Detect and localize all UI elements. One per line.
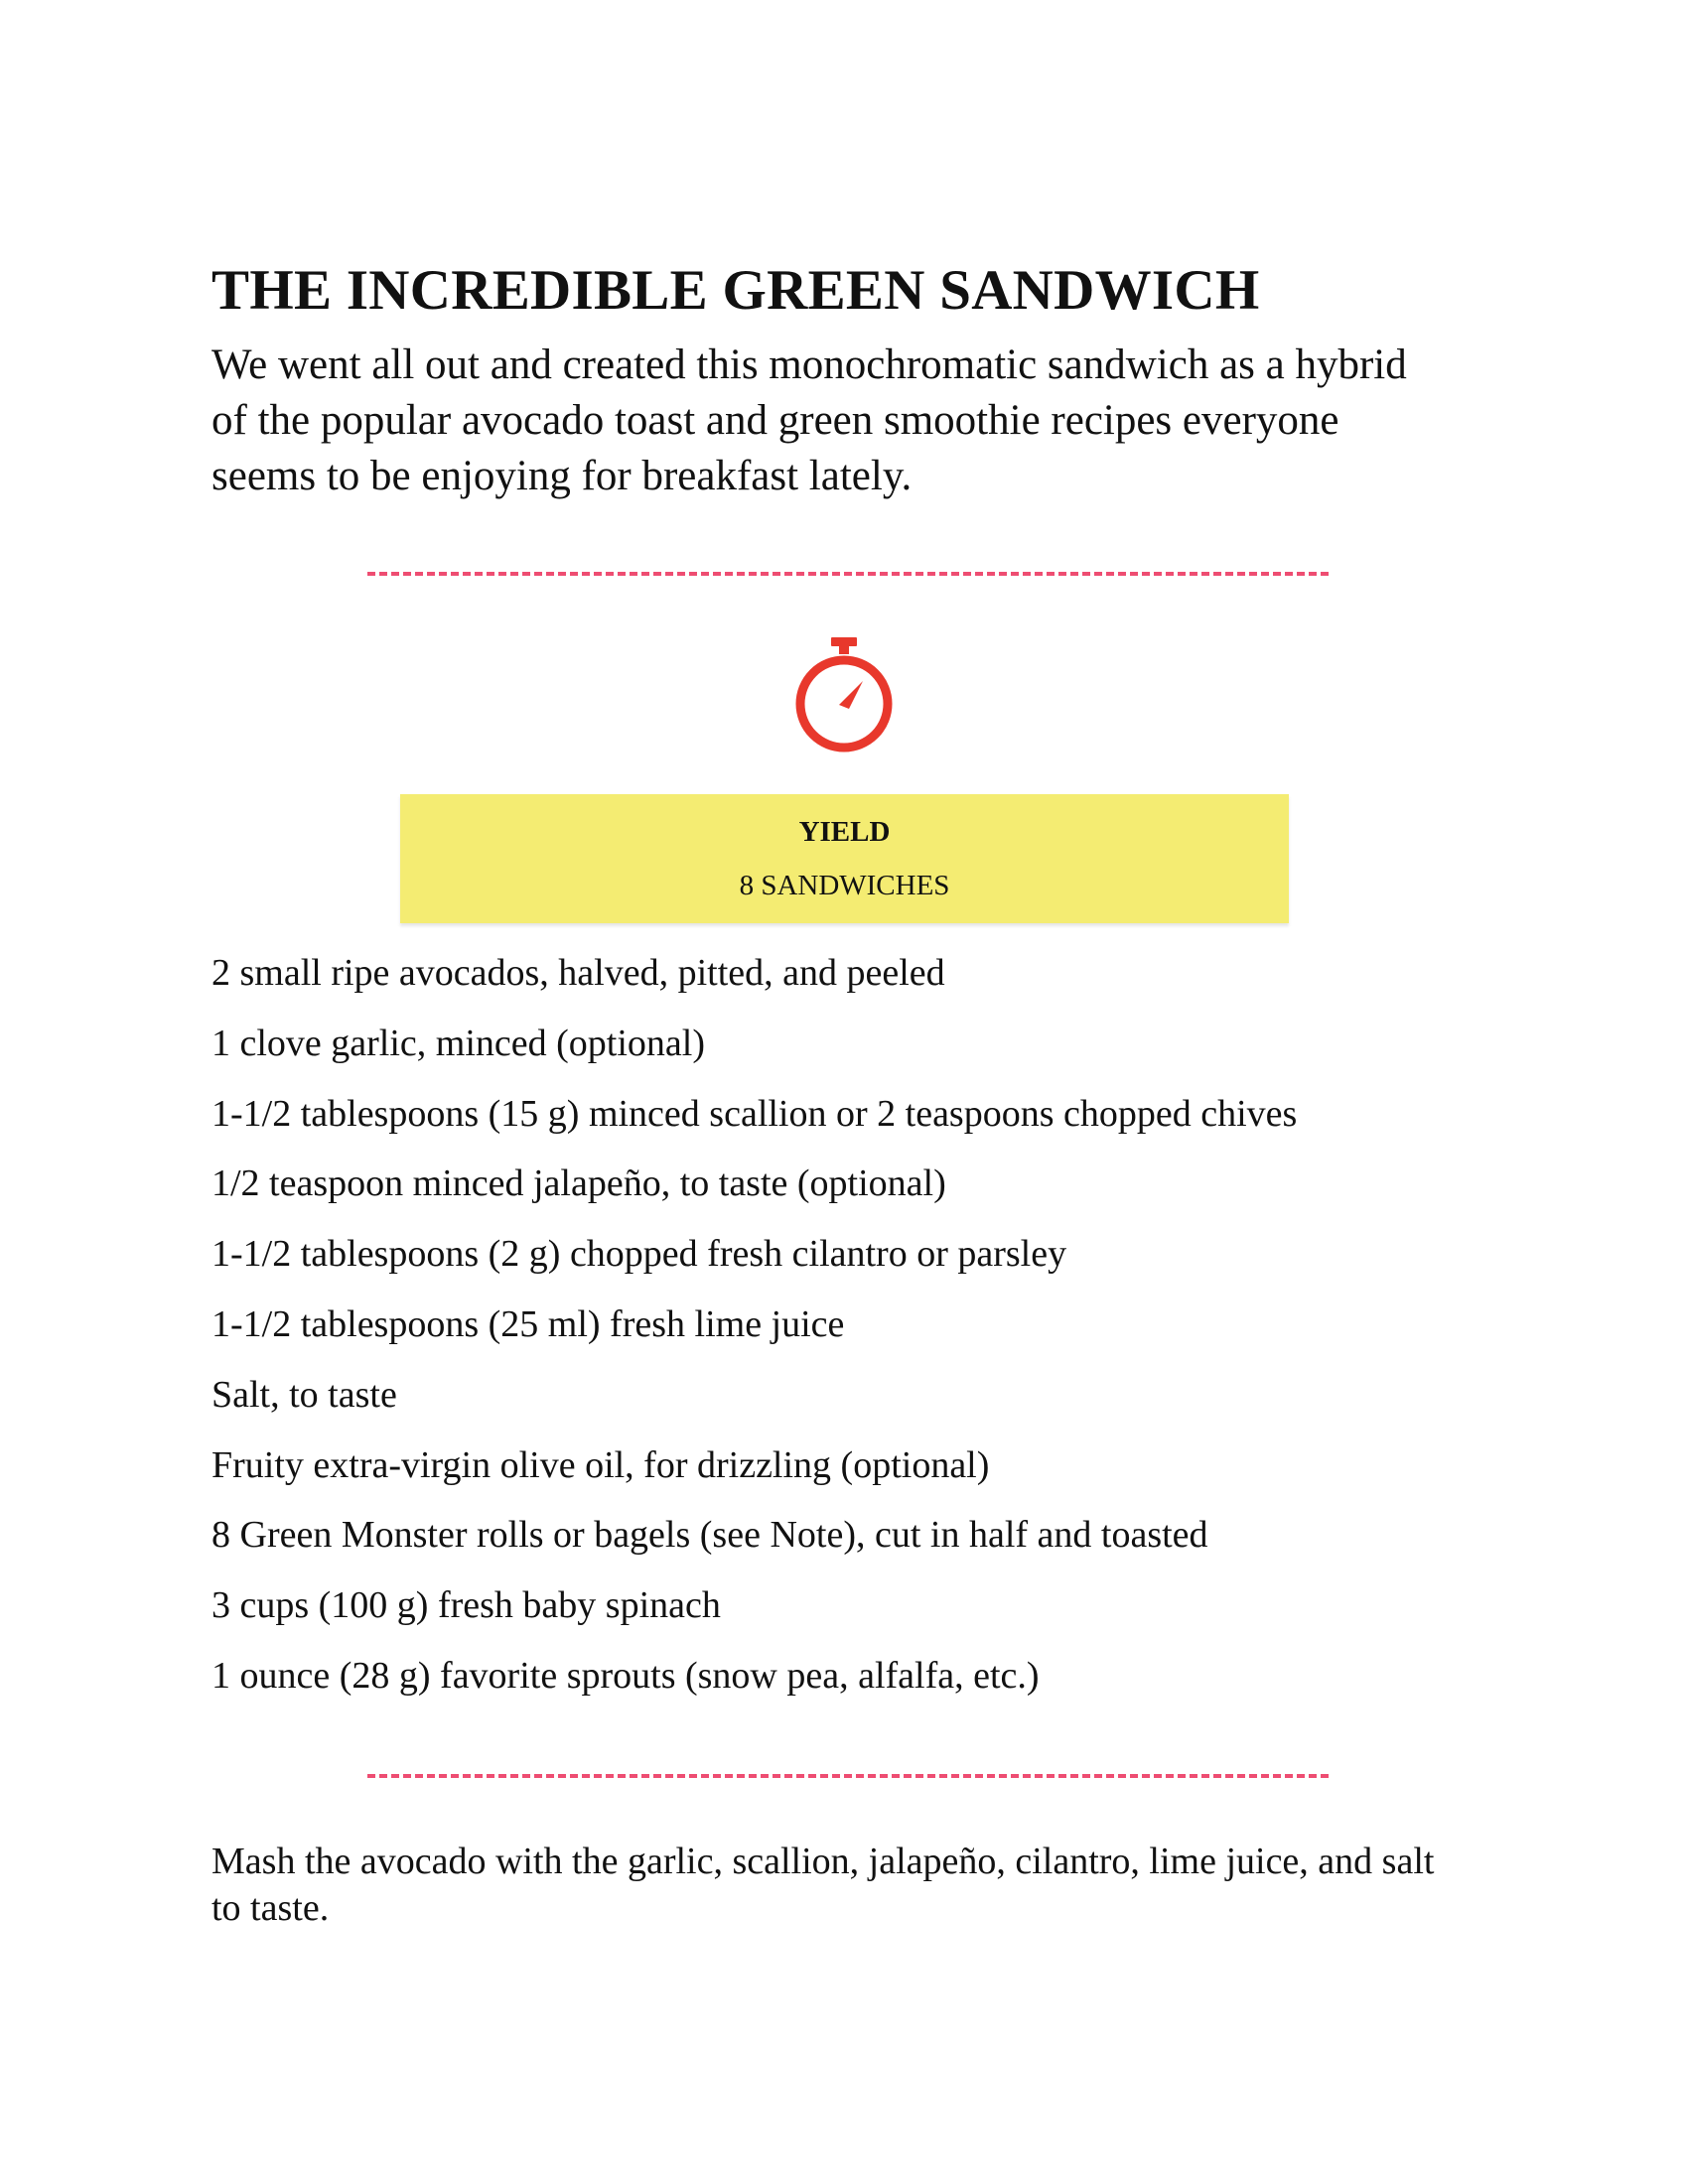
ingredient-item: Fruity extra-virgin olive oil, for drizzling (optional) [211,1443,990,1486]
ingredient-item: 3 cups (100 g) fresh baby spinach [211,1584,721,1627]
section-divider-top [367,572,1329,576]
recipe-title: THE INCREDIBLE GREEN SANDWICH [211,259,1260,322]
ingredient-item: 1-1/2 tablespoons (15 g) minced scallion or 2 teaspoons chopped chives [211,1092,1298,1135]
ingredient-item: 1 clove garlic, minced (optional) [211,1022,705,1064]
yield-box [400,794,1289,923]
instructions-step: Mash the avocado with the garlic, scallion, jalapeño, cilantro, lime juice, and salt to taste. [211,1841,1435,1929]
yield-label: YIELD [798,816,891,848]
yield-value: 8 SANDWICHES [739,870,950,901]
ingredient-item: 1-1/2 tablespoons (25 ml) fresh lime juice [211,1302,845,1345]
ingredient-item: 2 small ripe avocados, halved, pitted, and peeled [211,952,945,994]
ingredient-item: 8 Green Monster rolls or bagels (see Note), cut in half and toasted [211,1514,1208,1557]
ingredient-item: 1-1/2 tablespoons (2 g) chopped fresh cilantro or parsley [211,1233,1067,1276]
section-divider-bottom [367,1774,1329,1778]
ingredient-item: Salt, to taste [211,1373,397,1416]
stopwatch-icon [789,635,899,754]
ingredient-item: 1 ounce (28 g) favorite sprouts (snow pea, alfalfa, etc.) [211,1654,1040,1697]
recipe-intro: We went all out and created this monochromatic sandwich as a hybrid of the popular avocado toast and green smoothie recipes everyone seems to be enjoying for breakfast lately. [211,341,1407,499]
ingredient-list [211,950,1297,1723]
ingredient-item: 1/2 teaspoon minced jalapeño, to taste (optional) [211,1162,946,1205]
